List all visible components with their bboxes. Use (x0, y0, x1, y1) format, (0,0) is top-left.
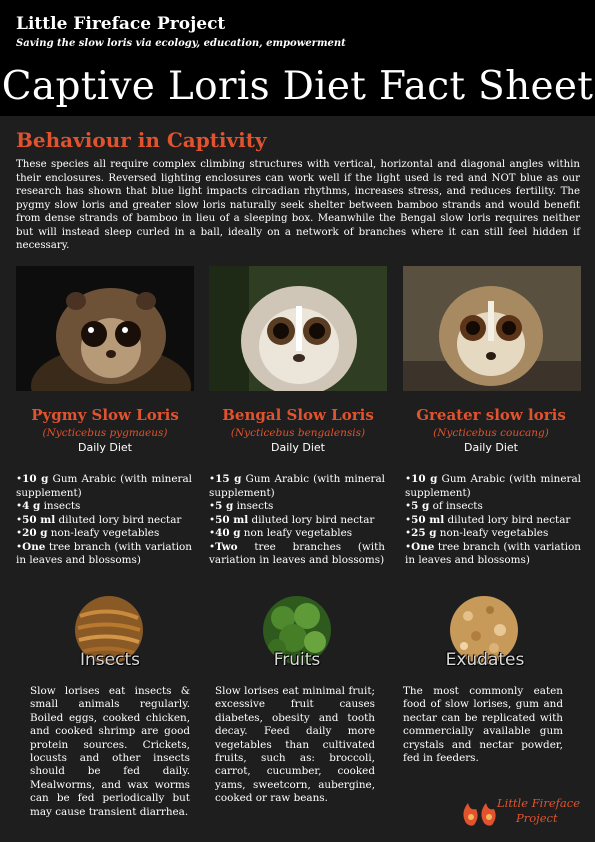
diet-item: •20 g non-leafy vegetables (16, 527, 160, 539)
species-name: Greater slow loris (416, 406, 566, 424)
food-label-fruits: Fruits (273, 650, 321, 670)
diet-item: •Two tree branches (with variation in leaves and blossoms) (209, 540, 385, 566)
species-name: Pygmy Slow Loris (31, 406, 179, 424)
diet-label: Daily Diet (271, 441, 325, 454)
diet-item: •4 g insects (16, 500, 81, 512)
species-name: Bengal Slow Loris (222, 406, 374, 424)
species-latin: (Nycticebus pygmaeus) (42, 427, 168, 439)
logo-text: Little Fireface (497, 796, 581, 810)
diet-item: •40 g non leafy vegetables (209, 527, 353, 539)
food-label-insects: Insects (80, 650, 140, 670)
diet-item: •50 ml diluted lory bird nectar (405, 513, 571, 526)
diet-item: •5 g insects (209, 500, 274, 512)
intro-paragraph: These species all require complex climbing structures with vertical, horizontal and diagonal angles within their enclosures. Reversed lighting enclosures can work well if the light used is red and NOT blue as our research has shown that blue light impacts circadian rhythms, increases stress, and reduces fertility. The pygmy slow loris and greater slow loris naturally seek shelter between bamboo strands and would benefit from dense strands of bamboo in lieu of a sleeping box. Meanwhile the Bengal slow loris requires neither but will instead sleep curled in a ball, ideally on a network of branches where it can still feel hidden if necessary. (16, 159, 580, 251)
diet-list (209, 473, 385, 568)
diet-item: •50 ml diluted lory bird nectar (209, 513, 375, 526)
food-description: Slow lorises eat minimal fruit; excessive fruit causes diabetes, obesity and tooth decay. Feed daily more vegetables than cultivated fruits, such as: broccoli, carrot, cucumber, cooked yams, sweetcorn, aubergine, cooked or raw beans. (215, 685, 375, 805)
species-latin: (Nycticebus bengalensis) (230, 427, 366, 439)
species-latin: (Nycticebus coucang) (433, 427, 549, 439)
food-label-exudates: Exudates (445, 650, 525, 670)
greater-loris-photo (403, 266, 581, 391)
diet-item: •One tree branch (with variation in leaves and blossoms) (405, 540, 581, 566)
org-name: Little Fireface Project (16, 14, 226, 34)
diet-label: Daily Diet (78, 441, 132, 454)
diet-item: •50 ml diluted lory bird nectar (16, 513, 182, 526)
diet-list (16, 473, 192, 568)
logo-text: Project (516, 811, 558, 825)
diet-item: •One tree branch (with variation in leaves and blossoms) (16, 540, 192, 566)
diet-item: •10 g Gum Arabic (with mineral supplement) (405, 473, 581, 499)
food-description: Slow lorises eat insects & small animals regularly. Boiled eggs, cooked chicken, and cooked shrimp are good protein sources. Crickets, locusts and other insects should be fed daily. Mealworms, and wax worms can be fed periodically but may cause transient diarrhea. (30, 685, 190, 818)
diet-label: Daily Diet (464, 441, 518, 454)
diet-item: •10 g Gum Arabic (with mineral supplement) (16, 473, 192, 499)
diet-item: •25 g non-leafy vegetables (405, 527, 549, 539)
bengal-loris-photo (209, 266, 387, 391)
tagline: Saving the slow loris via ecology, education, empowerment (16, 38, 346, 49)
pygmy-loris-photo (16, 266, 194, 391)
food-description: The most commonly eaten food of slow lorises, gum and nectar can be replicated with commercially available gum crystals and nectar powder, fed in feeders. (403, 685, 563, 765)
page-title: Captive Loris Diet Fact Sheet (1, 64, 594, 109)
diet-item: •15 g Gum Arabic (with mineral supplement) (209, 473, 385, 499)
diet-list (405, 473, 581, 568)
diet-item: •5 g of insects (405, 500, 483, 512)
section-heading: Behaviour in Captivity (16, 128, 267, 152)
